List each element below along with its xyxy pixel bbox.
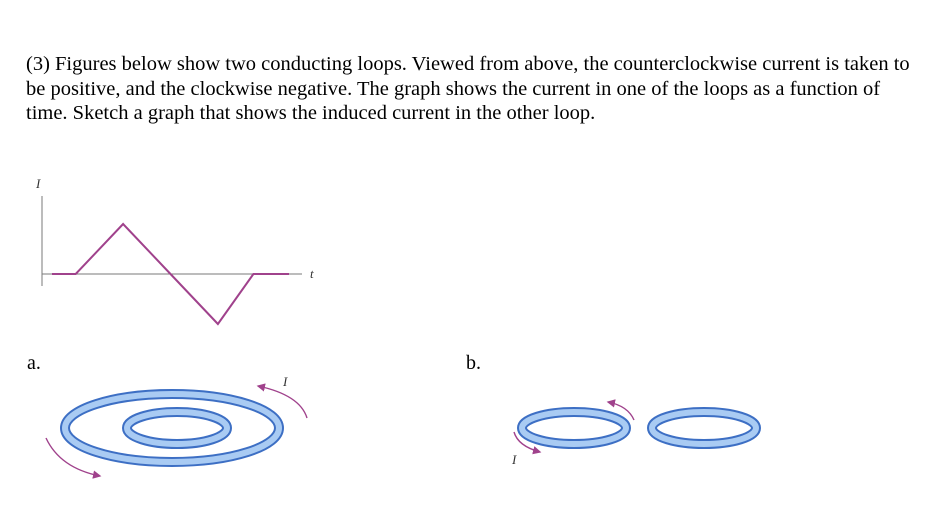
part-b-label: b. [466, 352, 481, 374]
part-a-current-label: I [283, 374, 288, 389]
graph-y-label: I [36, 176, 41, 191]
loops-b [514, 402, 756, 452]
question-text: (3) Figures below show two conducting loops. Viewed from above, the counterclockwise current is taken to be positive, and the clockwise negative. The graph shows the current in one of the loops as a function of time. Sketch a graph that shows the induced current in the other loop. [26, 53, 910, 124]
part-a-label: a. [27, 352, 41, 374]
graph-x-label: t [310, 266, 314, 281]
outer-loop-inner [65, 394, 279, 462]
loops-a [46, 386, 307, 476]
part-b-current-label: I [512, 452, 517, 467]
